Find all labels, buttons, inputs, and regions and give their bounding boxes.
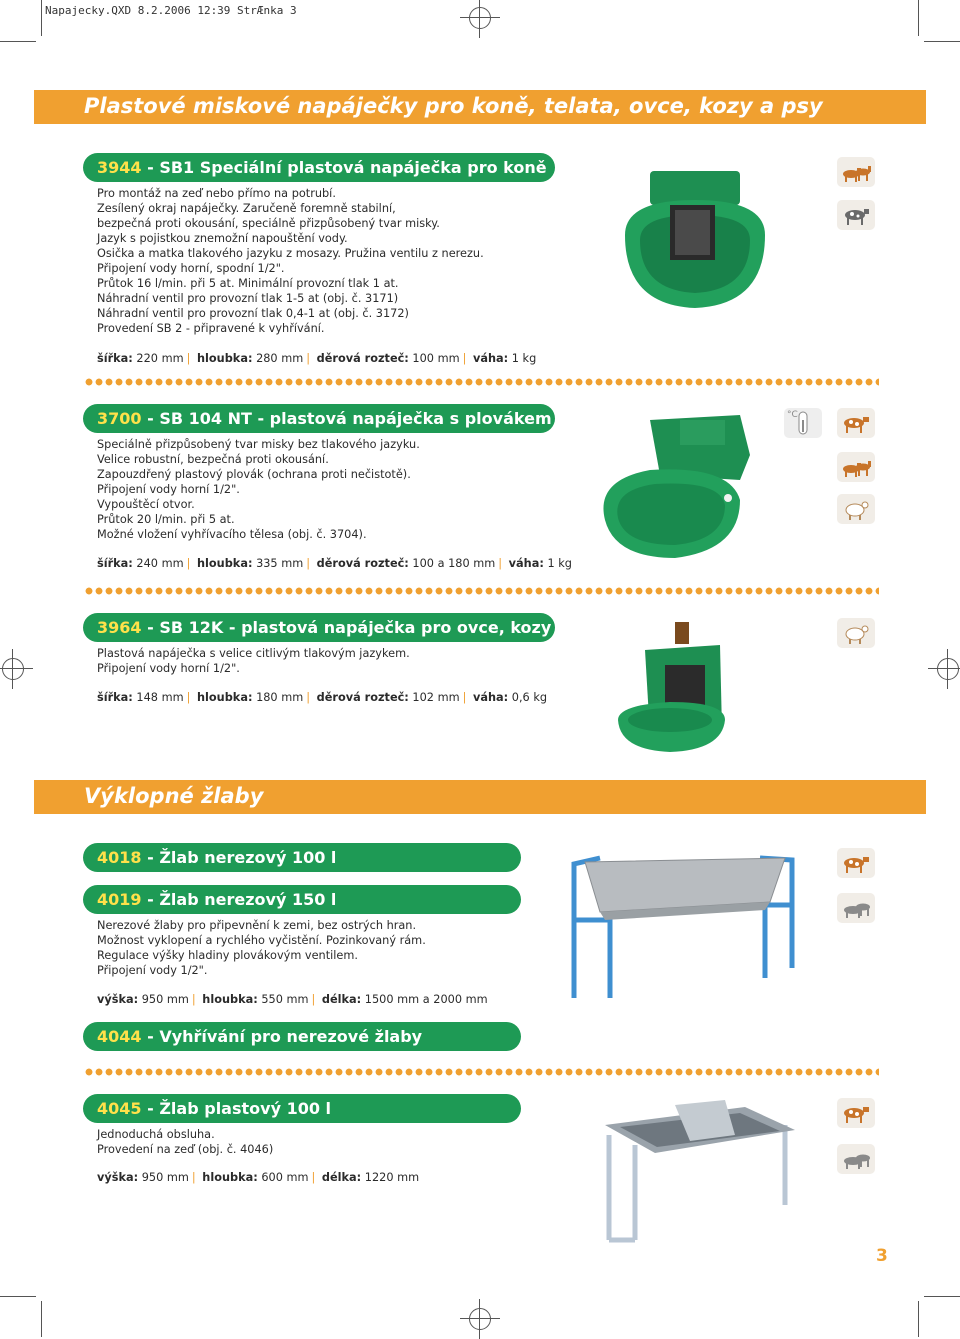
crop-mark [41, 0, 42, 36]
product-name: Žlab nerezový 100 l [159, 848, 337, 867]
spec-value: 220 mm [136, 352, 184, 365]
product-dash: - [147, 618, 160, 637]
product-name: SB 12K - plastová napáječka pro ovce, kozy a psy [159, 618, 605, 637]
sheep-icon [837, 494, 875, 524]
product-name: Žlab nerezový 150 l [159, 890, 337, 909]
spec-label: délka: [321, 1171, 362, 1184]
cattle-icon [837, 200, 875, 230]
horses-icon [837, 157, 875, 187]
spec-label: výška: [97, 993, 139, 1006]
cow-icon [837, 1098, 875, 1128]
trough-specs [97, 993, 488, 1006]
spec-separator: | [186, 557, 191, 570]
crop-mark [0, 1296, 36, 1297]
spec-value: 1 kg [547, 557, 572, 570]
product-code: 4019 [97, 890, 142, 909]
section-title: Plastové miskové napáječky pro koně, telata, ovce, kozy a psy [84, 94, 823, 118]
product-image-3700 [590, 410, 765, 565]
description-line: Jazyk s pojistkou znemožní napouštění vody. [97, 232, 348, 245]
spec-label: hloubka: [202, 993, 258, 1006]
product-description-3964 [97, 646, 410, 676]
cow-icon [837, 408, 875, 438]
spec-label: váha: [508, 557, 544, 570]
description-line: Průtok 20 l/min. při 5 at. [97, 513, 235, 526]
product-specs-3700 [97, 557, 572, 570]
description-line: Připojení vody horní 1/2". [97, 662, 240, 675]
product-heading-3964 [83, 613, 605, 642]
product-image-3944 [615, 165, 780, 315]
spec-label: šířka: [97, 352, 133, 365]
trough-image-plastic [595, 1095, 800, 1245]
description-line: Připojení vody 1/2". [97, 964, 208, 977]
spec-separator: | [306, 352, 311, 365]
spec-separator: | [186, 691, 191, 704]
description-line: Speciálně přizpůsobený tvar misky bez tlakového jazyku. [97, 438, 420, 451]
spec-separator: | [191, 993, 196, 1006]
spec-separator: | [306, 557, 311, 570]
product-code: 3964 [97, 618, 142, 637]
description-line: Průtok 16 l/min. při 5 at. Minimální provozní tlak 1 at. [97, 277, 399, 290]
spec-label: hloubka: [197, 691, 253, 704]
product-heading-4019 [83, 885, 521, 914]
spec-value: 180 mm [256, 691, 304, 704]
crop-mark [41, 1301, 42, 1337]
product-heading-4045 [83, 1094, 521, 1123]
spec-label: hloubka: [197, 557, 253, 570]
dotted-divider [84, 377, 879, 387]
product-dash: - [147, 1099, 160, 1118]
product-code: 4018 [97, 848, 142, 867]
description-line: Jednoduchá obsluha. [97, 1128, 215, 1141]
spec-separator: | [462, 691, 467, 704]
crop-mark [0, 41, 36, 42]
description-line: Připojení vody horní 1/2". [97, 483, 240, 496]
crop-mark [924, 1296, 960, 1297]
product-heading-3700 [83, 404, 555, 433]
description-line: Možné vložení vyhřívacího tělesa (obj. č. 3704). [97, 528, 367, 541]
page-number: 3 [876, 1246, 888, 1266]
dotted-divider [84, 1067, 879, 1077]
product-dash: - [147, 890, 160, 909]
product-name: SB1 Speciální plastová napáječka pro koně [159, 158, 547, 177]
spec-label: hloubka: [197, 352, 253, 365]
section-bar-cups [34, 90, 926, 124]
section-bar-troughs [34, 780, 926, 814]
spec-value: 550 mm [261, 993, 309, 1006]
plastic-trough-description [97, 1127, 273, 1157]
spec-separator: | [186, 352, 191, 365]
product-heading-4044 [83, 1022, 521, 1051]
spec-label: délka: [321, 993, 362, 1006]
description-line: Připojení vody horní, spodní 1/2". [97, 262, 285, 275]
spec-value: 0,6 kg [511, 691, 548, 704]
crop-mark [918, 1301, 919, 1337]
description-line: Osička a matka tlakového jazyku z mosazy. Pružina ventilu z nerezu. [97, 247, 484, 260]
spec-value: 600 mm [261, 1171, 309, 1184]
product-code: 3944 [97, 158, 142, 177]
description-line: Plastová napáječka s velice citlivým tlakovým jazykem. [97, 647, 410, 660]
registration-mark [937, 658, 959, 680]
product-heading-4018 [83, 843, 521, 872]
spec-value: 950 mm [141, 993, 189, 1006]
spec-value: 100 a 180 mm [412, 557, 496, 570]
description-line: Velice robustní, bezpečná proti okousání. [97, 453, 329, 466]
sheep-icon [837, 618, 875, 648]
registration-mark [2, 658, 24, 680]
description-line: Zesílený okraj napáječky. Zaručeně foremně stabilní, [97, 202, 396, 215]
spec-label: děrová rozteč: [316, 352, 409, 365]
description-line: Náhradní ventil pro provozní tlak 0,4-1 at (obj. č. 3172) [97, 307, 409, 320]
description-line: bezpečná proti okousání, speciálně přizpůsobený tvar misky. [97, 217, 440, 230]
description-line: Provedení SB 2 - připravené k vyhřívání. [97, 322, 325, 335]
product-heading-3944 [83, 153, 555, 182]
product-code: 3700 [97, 409, 142, 428]
product-name: Vyhřívání pro nerezové žlaby [159, 1027, 423, 1046]
spec-label: výška: [97, 1171, 139, 1184]
spec-separator: | [498, 557, 503, 570]
spec-label: děrová rozteč: [316, 691, 409, 704]
spec-value: 100 mm [412, 352, 460, 365]
thermometer-icon [784, 408, 822, 438]
description-line: Pro montáž na zeď nebo přímo na potrubí. [97, 187, 336, 200]
product-code: 4044 [97, 1027, 142, 1046]
spec-label: hloubka: [202, 1171, 258, 1184]
spec-separator: | [191, 1171, 196, 1184]
crop-mark [918, 0, 919, 36]
spec-label: šířka: [97, 691, 133, 704]
registration-mark [469, 1308, 491, 1330]
spec-value: 148 mm [136, 691, 184, 704]
print-header: Napajecky.QXD 8.2.2006 12:39 StrÆnka 3 [45, 4, 297, 17]
cattle-icon [837, 1144, 875, 1174]
description-line: Regulace výšky hladiny plovákovým ventilem. [97, 949, 358, 962]
description-line: Možnost vyklopení a rychlého vyčistění. Pozinkovaný rám. [97, 934, 426, 947]
spec-separator: | [306, 691, 311, 704]
registration-mark [469, 7, 491, 29]
product-image-3964 [610, 620, 740, 755]
cattle-icon [837, 893, 875, 923]
product-name: SB 104 NT - plastová napáječka s plovákem [159, 409, 552, 428]
spec-value: 335 mm [256, 557, 304, 570]
description-line: Zapouzdřený plastový plovák (ochrana proti nečistotě). [97, 468, 411, 481]
cow-icon [837, 848, 875, 878]
horses-icon [837, 452, 875, 482]
product-code: 4045 [97, 1099, 142, 1118]
spec-label: váha: [473, 691, 509, 704]
product-dash: - [147, 848, 160, 867]
product-name: Žlab plastový 100 l [159, 1099, 332, 1118]
description-line: Provedení na zeď (obj. č. 4046) [97, 1143, 274, 1156]
trough-image-steel [560, 850, 805, 1000]
description-line: Vypouštěcí otvor. [97, 498, 195, 511]
spec-value: 1500 mm a 2000 mm [364, 993, 488, 1006]
spec-separator: | [311, 1171, 316, 1184]
spec-value: 1 kg [511, 352, 537, 365]
spec-value: 102 mm [412, 691, 460, 704]
spec-label: váha: [473, 352, 509, 365]
crop-mark [924, 41, 960, 42]
spec-label: šířka: [97, 557, 133, 570]
temperature-label: °C [787, 410, 798, 420]
product-specs-3944 [97, 352, 536, 365]
plastic-trough-specs [97, 1171, 419, 1184]
product-description-3944 [97, 186, 484, 336]
spec-value: 240 mm [136, 557, 184, 570]
spec-value: 1220 mm [364, 1171, 420, 1184]
spec-separator: | [462, 352, 467, 365]
product-description-3700 [97, 437, 420, 542]
section-title: Výklopné žlaby [84, 784, 264, 808]
product-dash: - [147, 158, 160, 177]
spec-separator: | [311, 993, 316, 1006]
spec-value: 950 mm [141, 1171, 189, 1184]
description-line: Náhradní ventil pro provozní tlak 1-5 at (obj. č. 3171) [97, 292, 399, 305]
spec-label: děrová rozteč: [316, 557, 409, 570]
product-specs-3964 [97, 691, 547, 704]
dotted-divider [84, 586, 879, 596]
product-dash: - [147, 409, 160, 428]
description-line: Nerezové žlaby pro připevnění k zemi, bez ostrých hran. [97, 919, 417, 932]
trough-description [97, 918, 426, 978]
product-dash: - [147, 1027, 160, 1046]
spec-value: 280 mm [256, 352, 304, 365]
